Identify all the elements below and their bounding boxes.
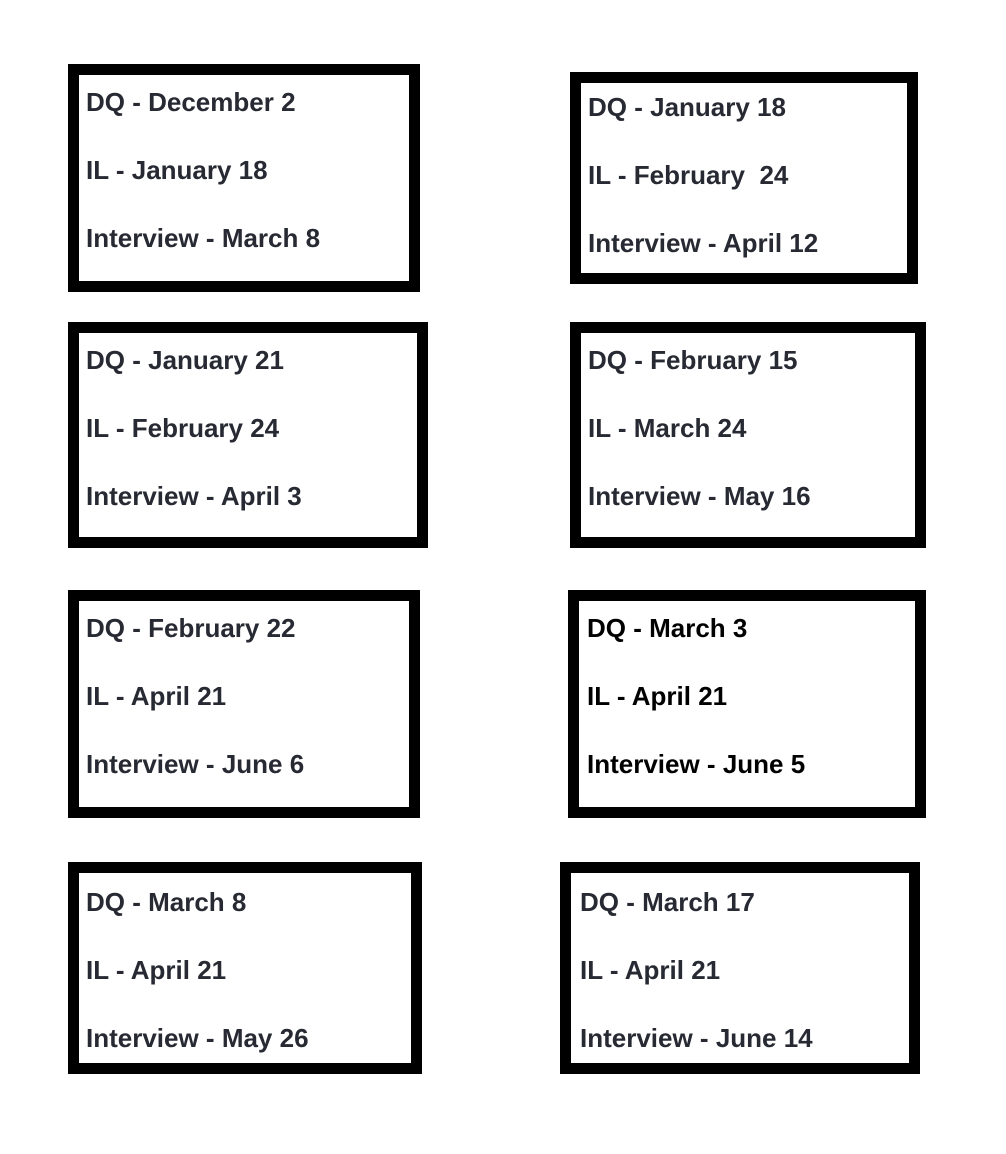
dq-date: DQ - February 15 — [588, 345, 798, 375]
dq-date: DQ - December 2 — [86, 87, 296, 117]
interview-date: Interview - May 26 — [86, 1023, 309, 1053]
il-date: IL - April 21 — [587, 681, 728, 711]
dq-date: DQ - January 21 — [86, 345, 284, 375]
timeline-card-6 — [568, 590, 926, 818]
timeline-card-7 — [68, 862, 422, 1074]
dq-date: DQ - January 18 — [588, 92, 786, 122]
il-date: IL - April 21 — [86, 955, 227, 985]
dq-date: DQ - March 3 — [587, 613, 748, 643]
il-date: IL - March 24 — [588, 413, 747, 443]
timeline-card-2 — [570, 72, 918, 284]
il-date: IL - February 24 — [588, 160, 789, 190]
il-date: IL - January 18 — [86, 155, 268, 185]
il-date: IL - April 21 — [86, 681, 227, 711]
interview-date: Interview - April 12 — [588, 228, 819, 258]
dq-date: DQ - March 17 — [580, 887, 755, 917]
timeline-card-8 — [560, 862, 920, 1074]
dq-date: DQ - March 8 — [86, 887, 247, 917]
il-date: IL - April 21 — [580, 955, 721, 985]
interview-date: Interview - June 6 — [86, 749, 305, 779]
interview-date: Interview - April 3 — [86, 481, 302, 511]
timeline-card-4 — [570, 322, 926, 548]
timeline-card-1 — [68, 64, 420, 292]
timeline-card-3 — [68, 322, 428, 548]
interview-date: Interview - March 8 — [86, 223, 321, 253]
dq-date: DQ - February 22 — [86, 613, 296, 643]
il-date: IL - February 24 — [86, 413, 280, 443]
interview-date: Interview - May 16 — [588, 481, 811, 511]
interview-date: Interview - June 14 — [580, 1023, 813, 1053]
timeline-card-5 — [68, 590, 420, 818]
interview-date: Interview - June 5 — [587, 749, 806, 779]
